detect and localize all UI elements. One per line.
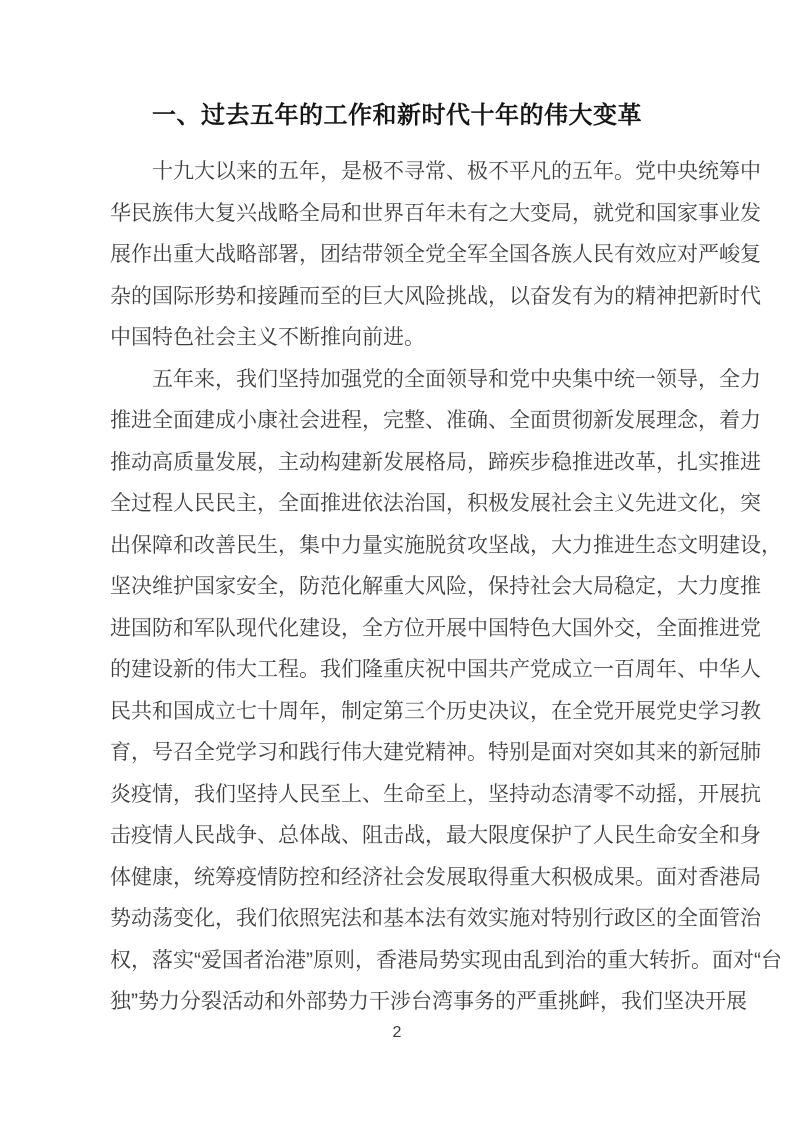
text-line: 全过程人民民主，全面推进依法治国，积极发展社会主义先进文化，突 [110,492,761,515]
text-line: 出保障和改善民生，集中力量实施脱贫攻坚战，大力推进生态文明建设， [110,533,782,557]
text-line: 推动高质量发展，主动构建新发展格局，蹄疾步稳推进改革，扎实推进 [110,450,761,474]
text-line: 五年来，我们坚持加强党的全面领导和党中央集中统一领导，全力 [152,367,761,391]
text-line: 进国防和军队现代化建设，全方位开展中国特色大国外交，全面推进党 [110,616,761,640]
text-line: 育，号召全党学习和践行伟大建党精神。特别是面对突如其来的新冠肺 [110,741,761,764]
text-line: 权，落实“爱国者治港”原则，香港局势实现由乱到治的重大转折。面对“台 [110,948,782,972]
text-line: 的建设新的伟大工程。我们隆重庆祝中国共产党成立一百周年、中华人 [110,658,761,681]
page-number: 2 [392,1024,402,1041]
text-line: 势动荡变化，我们依照宪法和基本法有效实施对特别行政区的全面管治 [110,907,761,930]
document-content [110,0,782,1023]
text-line: 十九大以来的五年，是极不寻常、极不平凡的五年。党中央统筹中 [152,160,761,183]
text-line: 坚决维护国家安全，防范化解重大风险，保持社会大局稳定，大力度推 [110,575,761,598]
text-line: 体健康，统筹疫情防控和经济社会发展取得重大积极成果。面对香港局 [110,865,761,889]
text-line: 华民族伟大复兴战略全局和世界百年未有之大变局，就党和国家事业发 [110,201,761,225]
text-line: 民共和国成立七十周年，制定第三个历史决议，在全党开展党史学习教 [110,699,761,723]
text-line: 展作出重大战略部署，团结带领全党全军全国各族人民有效应对严峻复 [110,243,761,266]
text-line: 推进全面建成小康社会进程，完整、准确、全面贯彻新发展理念，着力 [110,409,761,432]
paragraph [110,151,761,359]
text-line: 独”势力分裂活动和外部势力干涉台湾事务的严重挑衅，我们坚决开展 [110,990,747,1013]
paragraphs [110,151,782,1023]
text-line: 中国特色社会主义不断推向前进。 [110,326,425,349]
text-line: 杂的国际形势和接踵而至的巨大风险挑战，以奋发有为的精神把新时代 [110,284,761,308]
section-title: 一、过去五年的工作和新时代十年的伟大变革 [152,102,642,129]
text-line: 炎疫情，我们坚持人民至上、生命至上，坚持动态清零不动摇，开展抗 [110,782,761,806]
paragraph [110,359,782,1023]
text-line: 击疫情人民战争、总体战、阻击战，最大限度保护了人民生命安全和身 [110,824,761,847]
